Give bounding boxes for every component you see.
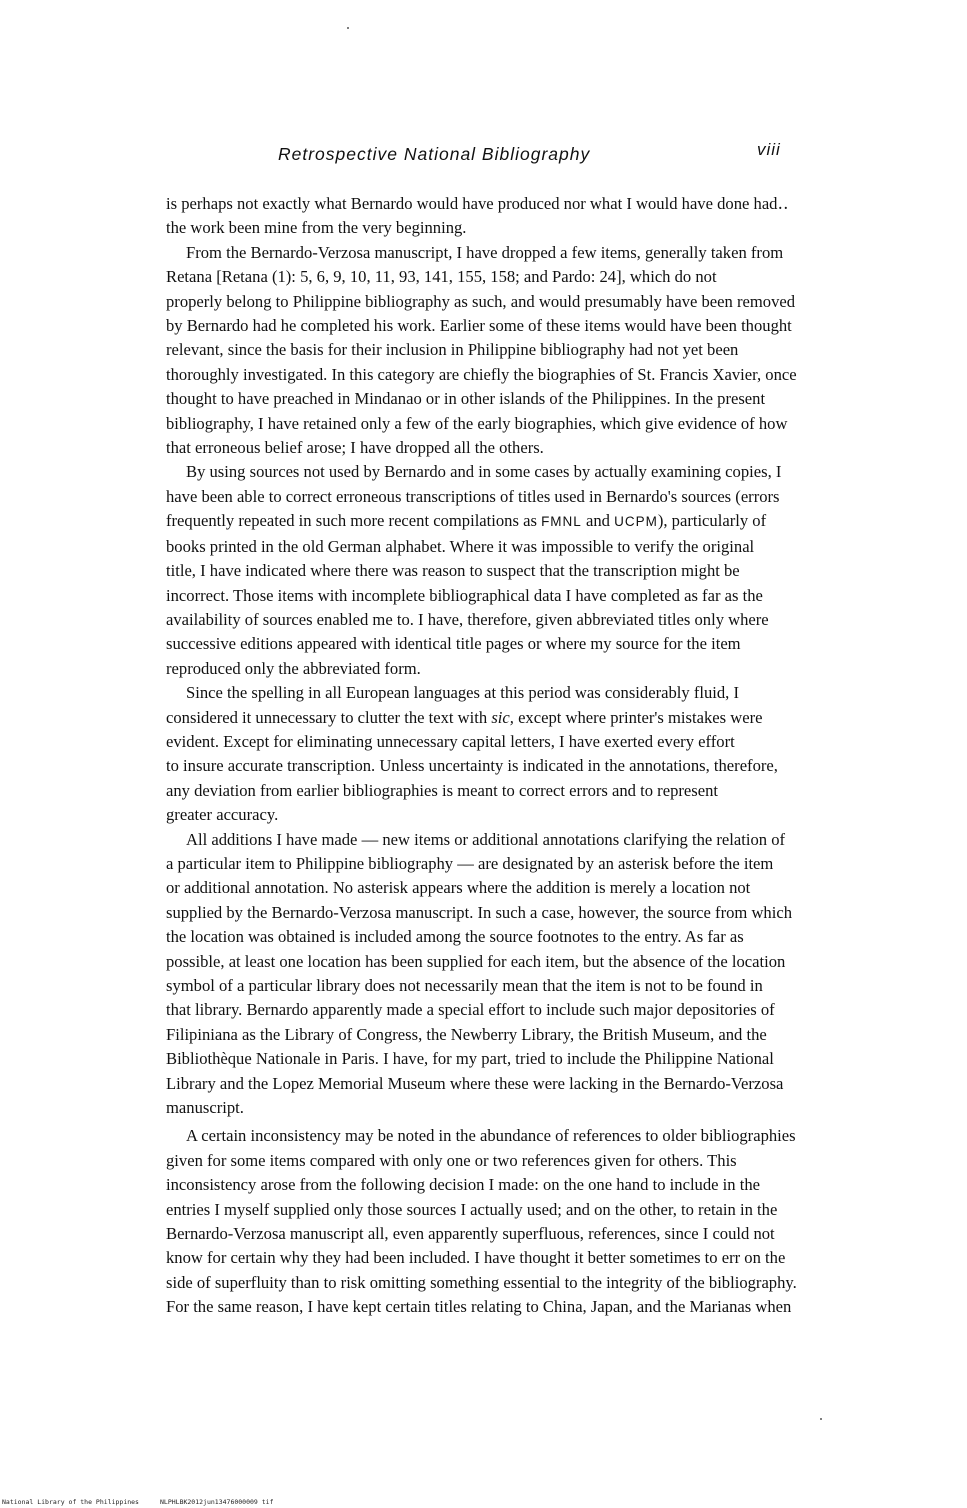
text-line: to insure accurate transcription. Unless uncertainty is indicated in the annotations, therefore, bbox=[166, 756, 778, 776]
text-line: successive editions appeared with identical title pages or where my source for the item bbox=[166, 634, 741, 654]
text-segment: considered it unnecessary to clutter the text with bbox=[166, 707, 492, 727]
text-line: by Bernardo had he completed his work. Earlier some of these items would have been thought bbox=[166, 316, 792, 336]
text-line: bibliography, I have retained only a few of the early biographies, which give evidence of how bbox=[166, 413, 788, 433]
text-segment: frequently repeated in such more recent compilations as bbox=[166, 511, 542, 531]
text-line: incorrect. Those items with incomplete bibliographical data I have completed as far as the bbox=[166, 585, 763, 605]
text-line: a particular item to Philippine bibliography — are designated by an asterisk before the item bbox=[166, 853, 774, 873]
text-line: title, I have indicated where there was reason to suspect that the transcription might be bbox=[166, 561, 740, 581]
text-line: entries I myself supplied only those sources I actually used; and on the other, to retain in the bbox=[166, 1199, 778, 1219]
text-line: Bibliothèque Nationale in Paris. I have, for my part, tried to include the Philippine National bbox=[166, 1049, 774, 1069]
text-line: that erroneous belief arose; I have dropped all the others. bbox=[166, 438, 544, 458]
text-line: Retana [Retana (1): 5, 6, 9, 10, 11, 93, 141, 155, 158; and Pardo: 24], which do not bbox=[166, 267, 717, 287]
abbreviation-ucpm: UCPM bbox=[614, 514, 658, 530]
text-line: any deviation from earlier bibliographies is meant to correct errors and to represent bbox=[166, 780, 718, 800]
footer-filename: NLPHLBK2012jun13476000009 tif bbox=[160, 1498, 274, 1506]
text-line: the location was obtained is included among the source footnotes to the entry. As far as bbox=[166, 927, 744, 947]
text-line: All additions I have made — new items or additional annotations clarifying the relation of bbox=[186, 829, 786, 849]
footer-source: National Library of the Philippines bbox=[2, 1498, 139, 1506]
emphasis-sic: sic, bbox=[491, 707, 514, 727]
scan-speck bbox=[820, 1418, 822, 1420]
text-line: that library. Bernardo apparently made a special effort to include such major depositories of bbox=[166, 1000, 775, 1020]
text-line: Since the spelling in all European languages at this period was considerably fluid, I bbox=[186, 683, 739, 703]
text-line: inconsistency arose from the following decision I made: on the one hand to include in the bbox=[166, 1175, 760, 1195]
page-number: viii bbox=[757, 140, 781, 159]
text-line: Filipiniana as the Library of Congress, the Newberry Library, the British Museum, and the bbox=[166, 1024, 767, 1044]
text-line: relevant, since the basis for their inclusion in Philippine bibliography had not yet been bbox=[166, 340, 739, 360]
scan-speck bbox=[347, 27, 349, 29]
text-line: manuscript. bbox=[166, 1098, 244, 1118]
text-line: possible, at least one location has been supplied for each item, but the absence of the location bbox=[166, 951, 786, 971]
paragraph-3 bbox=[166, 460, 926, 681]
text-line: given for some items compared with only one or two references given for others. This bbox=[166, 1150, 737, 1170]
text-line: Bernardo-Verzosa manuscript all, even apparently superfluous, references, since I could not bbox=[166, 1224, 775, 1244]
text-segment: ), particularly of bbox=[657, 511, 767, 531]
page-header bbox=[0, 140, 967, 170]
abbreviation-fmnl: FMNL bbox=[541, 514, 582, 530]
text-line: Library and the Lopez Memorial Museum where these were lacking in the Bernardo-Verzosa bbox=[166, 1073, 784, 1093]
text-line: properly belong to Philippine bibliography as such, and would presumably have been removed bbox=[166, 291, 796, 311]
text-line: symbol of a particular library does not necessarily mean that the item is not to be found in bbox=[166, 976, 763, 995]
text-line: know for certain why they had been included. I have thought it better sometimes to err on the bbox=[166, 1248, 786, 1268]
paragraph-6 bbox=[166, 1124, 926, 1319]
text-line: reproduced only the abbreviated form. bbox=[166, 658, 421, 678]
text-line bbox=[166, 706, 926, 730]
text-line: thoroughly investigated. In this category are chiefly the biographies of St. Francis Xavier, once bbox=[166, 364, 797, 384]
running-title: Retrospective National Bibliography bbox=[278, 144, 591, 164]
text-line: is perhaps not exactly what Bernardo would have produced nor what I would have done had‥ bbox=[166, 194, 789, 213]
text-line: side of superfluity than to risk omitting something essential to the integrity of the bibliography. bbox=[166, 1272, 797, 1292]
paragraph-1 bbox=[166, 192, 926, 241]
text-line: supplied by the Bernardo-Verzosa manuscript. In such a case, however, the source from which bbox=[166, 902, 792, 922]
text-line: books printed in the old German alphabet. Where it was impossible to verify the original bbox=[166, 536, 755, 556]
text-line: A certain inconsistency may be noted in the abundance of references to older bibliographies bbox=[186, 1126, 796, 1146]
text-line: availability of sources enabled me to. I have, therefore, given abbreviated titles only where bbox=[166, 609, 769, 629]
text-line bbox=[166, 509, 926, 534]
text-line: have been able to correct erroneous transcriptions of titles used in Bernardo's sources (errors bbox=[166, 486, 780, 506]
text-line: thought to have preached in Mindanao or in other islands of the Philippines. In the present bbox=[166, 389, 766, 409]
text-line: For the same reason, I have kept certain titles relating to China, Japan, and the Marianas when bbox=[166, 1297, 792, 1317]
paragraph-4 bbox=[166, 681, 926, 827]
text-line: the work been mine from the very beginning. bbox=[166, 218, 467, 238]
body-text bbox=[166, 192, 926, 1320]
text-segment: except where printer's mistakes were bbox=[513, 707, 763, 727]
text-segment: and bbox=[581, 511, 615, 531]
text-line: or additional annotation. No asterisk appears where the addition is merely a location not bbox=[166, 878, 751, 898]
text-line: greater accuracy. bbox=[166, 805, 279, 825]
scan-footer bbox=[0, 1496, 967, 1508]
paragraph-5 bbox=[166, 828, 926, 1121]
text-line: From the Bernardo-Verzosa manuscript, I have dropped a few items, generally taken from bbox=[186, 242, 784, 262]
text-line: evident. Except for eliminating unnecessary capital letters, I have exerted every effort bbox=[166, 731, 735, 751]
text-line: By using sources not used by Bernardo and in some cases by actually examining copies, I bbox=[186, 462, 782, 482]
paragraph-2 bbox=[166, 241, 926, 461]
